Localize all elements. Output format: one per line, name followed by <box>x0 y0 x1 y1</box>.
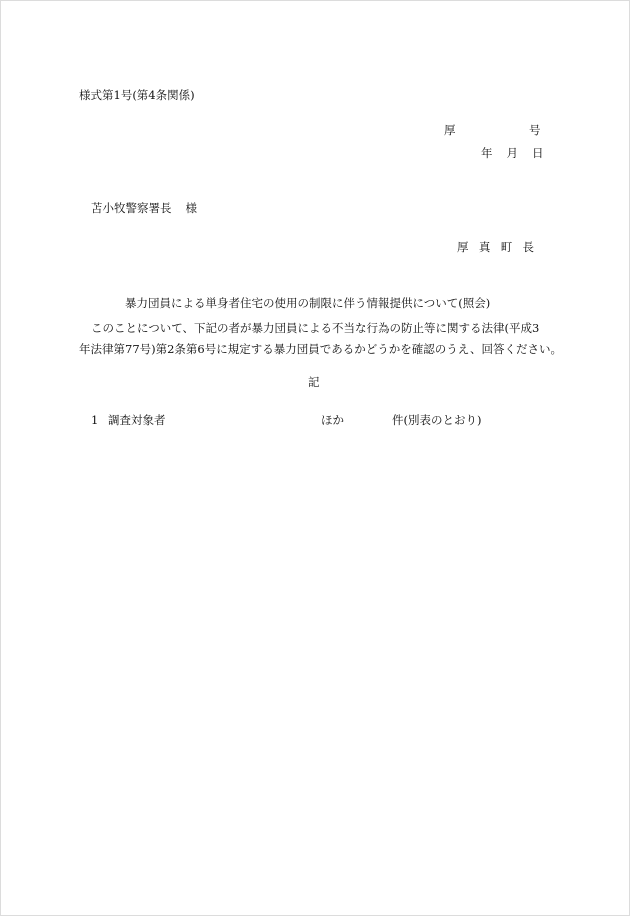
document-number-suffix: 号 <box>529 123 541 137</box>
document-number-prefix: 厚 <box>444 123 456 137</box>
item-number: 1 <box>91 413 99 427</box>
date-day-label: 日 <box>532 146 544 160</box>
date-line <box>481 148 544 160</box>
item-label: 調査対象者 <box>108 413 166 427</box>
date-year-label: 年 <box>481 146 493 160</box>
addressee-honorific: 様 <box>185 201 197 215</box>
body-text-line-1: このことについて、下記の者が暴力団員による不当な行為の防止等に関する法律(平成3 <box>91 321 540 335</box>
item-hoka: ほか <box>321 413 344 427</box>
date-month-label: 月 <box>506 146 518 160</box>
ki-heading: 記 <box>308 375 320 389</box>
addressee <box>91 203 197 215</box>
form-number: 様式第1号(第4条関係) <box>79 88 195 102</box>
item-ken: 件(別表のとおり) <box>392 413 482 427</box>
addressee-name: 苫小牧警察署長 <box>91 201 172 215</box>
sender-name: 厚真町長 <box>457 240 545 254</box>
subject-title: 暴力団員による単身者住宅の使用の制限に伴う情報提供について(照会) <box>125 296 491 310</box>
body-text-line-2: 年法律第77号)第2条第6号に規定する暴力団員であるかどうかを確認のうえ、回答ください。 <box>79 342 562 356</box>
